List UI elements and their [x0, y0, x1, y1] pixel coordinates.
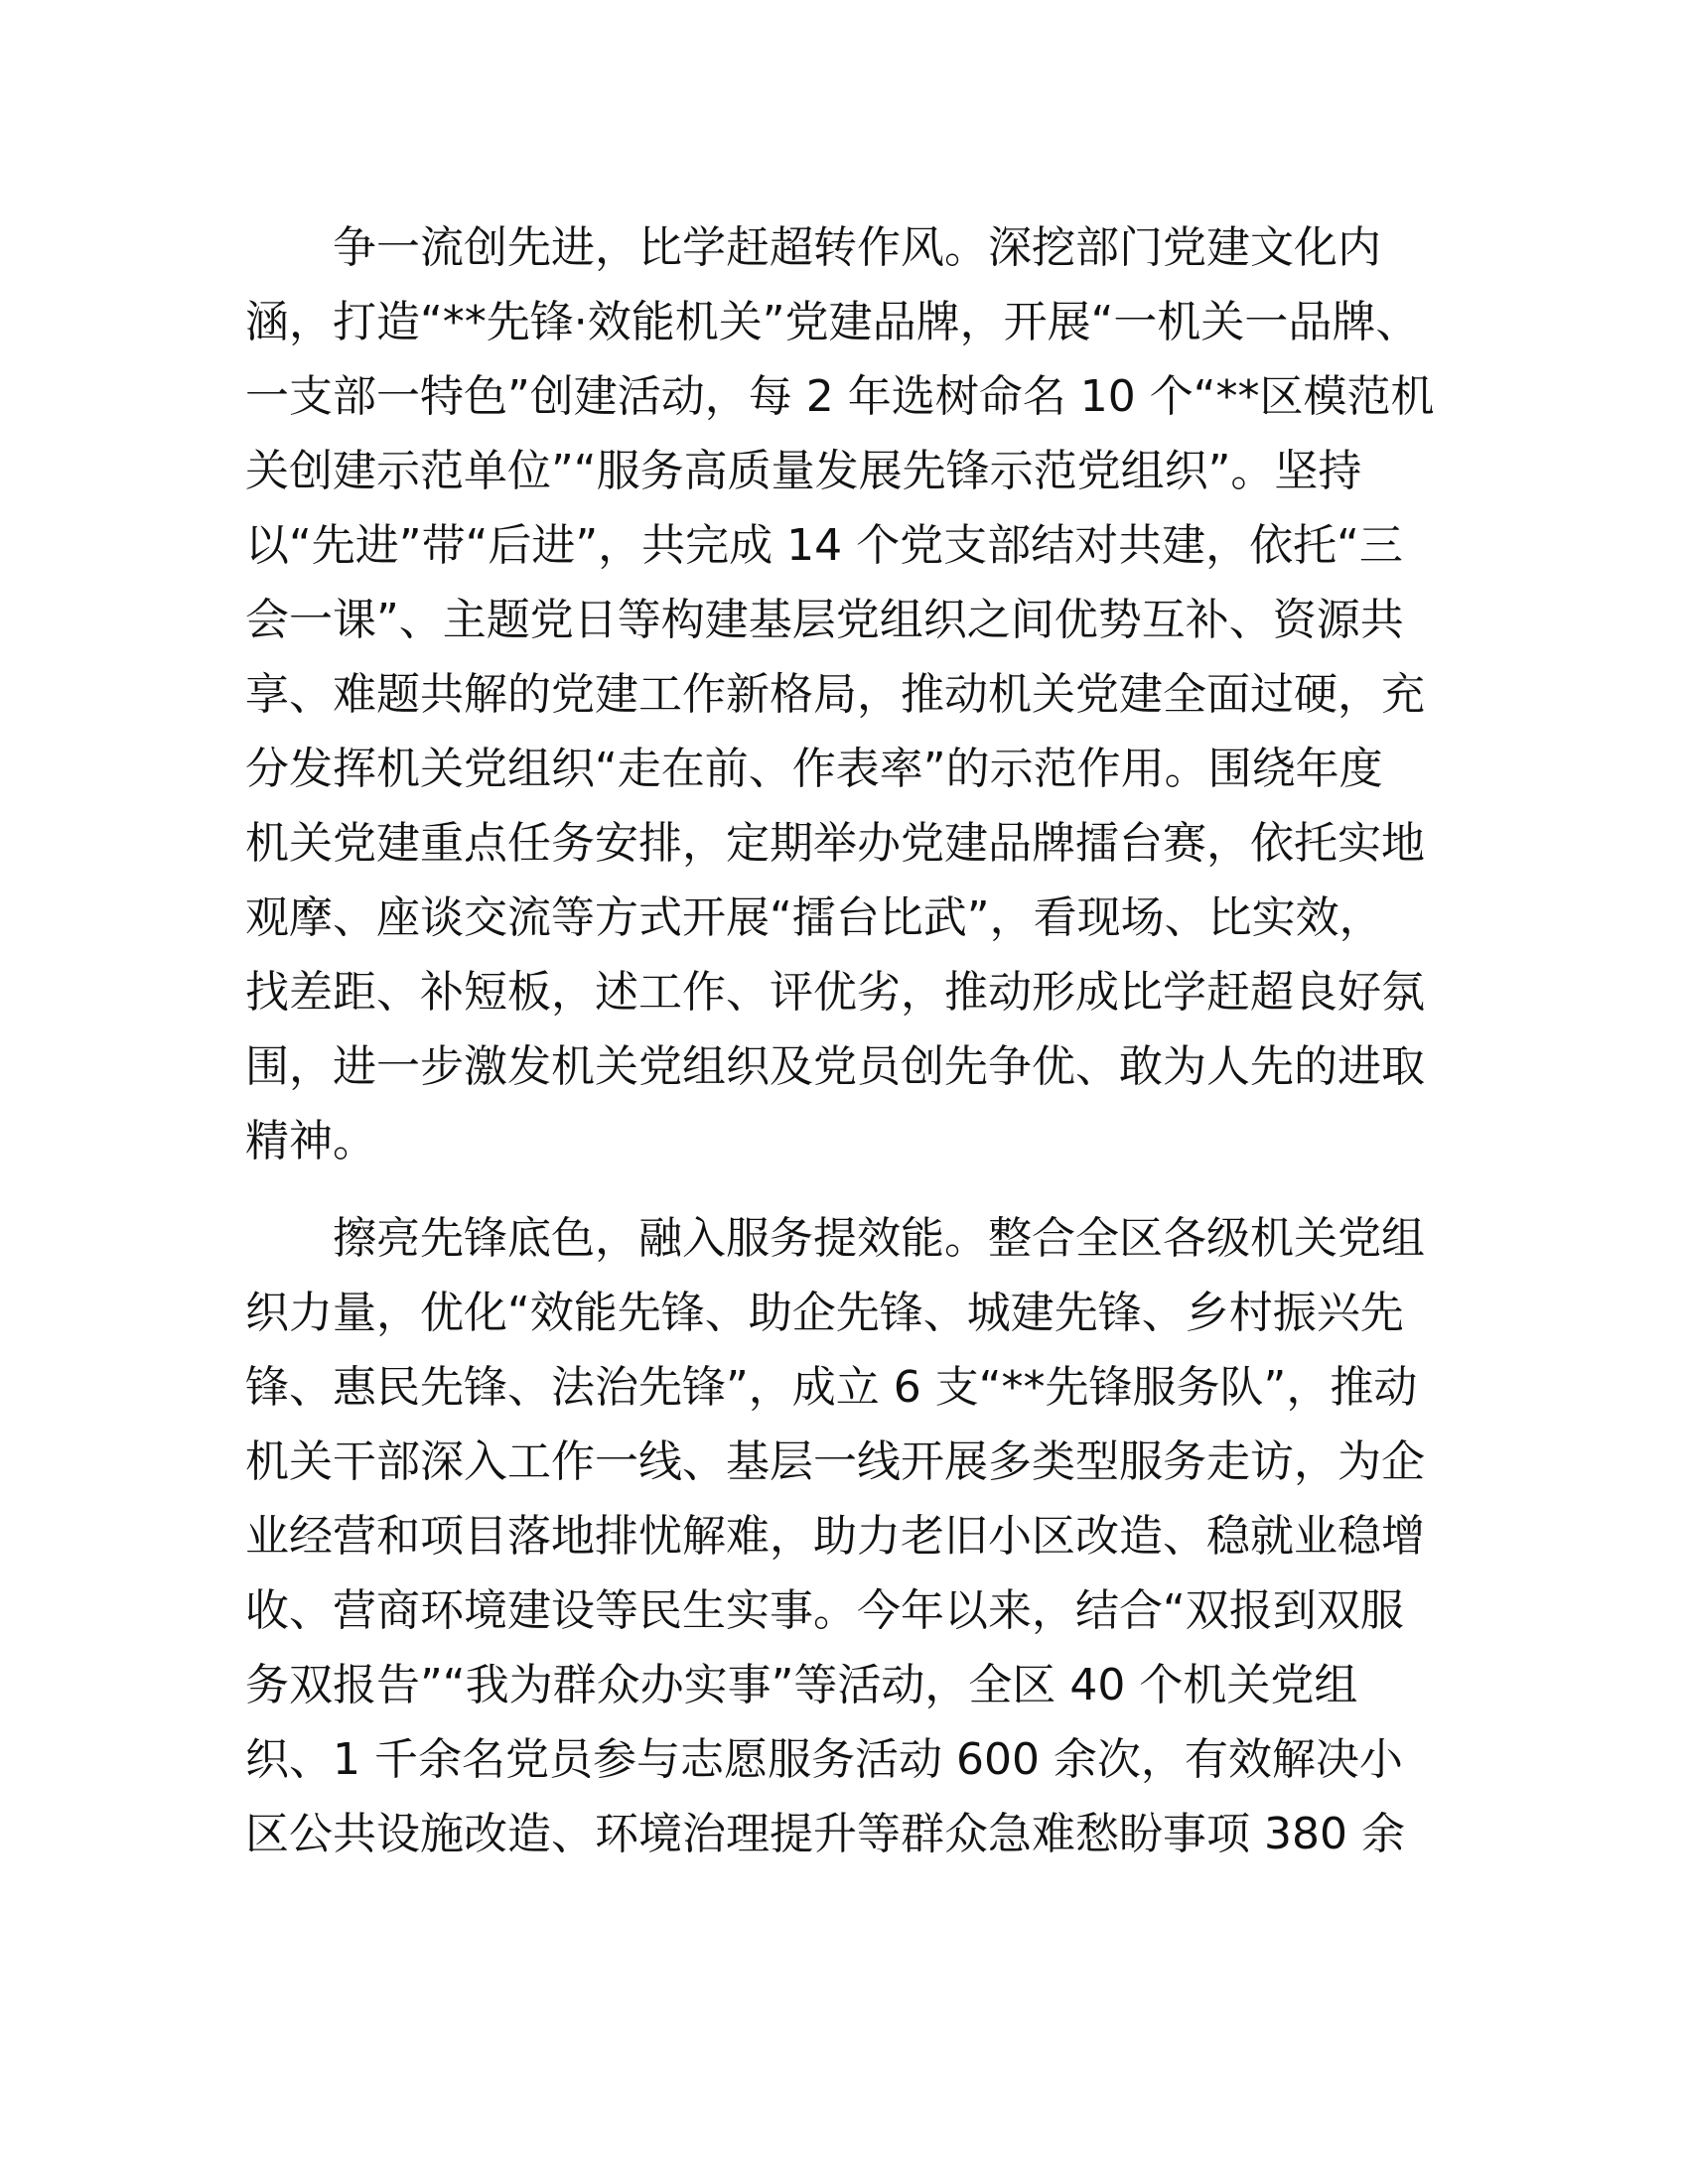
paragraph-2-line-7: 务双报告”“我为群众办实事”等活动，全区 40 个机关党组	[245, 1660, 1358, 1710]
paragraph-2-line-3: 锋、惠民先锋、法治先锋”，成立 6 支“**先锋服务队”，推动	[245, 1362, 1418, 1413]
paragraph-1-line-1: 争一流创先进，比学赶超转作风。深挖部门党建文化内	[333, 222, 1381, 273]
paragraph-2-line-6: 收、营商环境建设等民生实事。今年以来，结合“双报到双服	[245, 1585, 1404, 1636]
paragraph-1-line-8: 分发挥机关党组织“走在前、作表率”的示范作用。围绕年度	[245, 744, 1383, 794]
paragraph-2-line-8: 织、1 千余名党员参与志愿服务活动 600 余次，有效解决小	[245, 1734, 1403, 1785]
paragraph-1-line-3: 一支部一特色”创建活动，每 2 年选树命名 10 个“**区模范机	[245, 371, 1435, 422]
paragraph-1-line-9: 机关党建重点任务安排，定期举办党建品牌擂台赛，依托实地	[245, 818, 1425, 869]
paragraph-1-line-11: 找差距、补短板，述工作、评优劣，推动形成比学赶超良好氛	[245, 967, 1425, 1018]
paragraph-2-line-9: 区公共设施改造、环境治理提升等群众急难愁盼事项 380 余	[245, 1809, 1405, 1859]
paragraph-1-line-7: 享、难题共解的党建工作新格局，推动机关党建全面过硬，充	[245, 669, 1425, 720]
paragraph-1-line-6: 会一课”、主题党日等构建基层党组织之间优势互补、资源共	[245, 595, 1404, 645]
paragraph-2-line-4: 机关干部深入工作一线、基层一线开展多类型服务走访，为企	[245, 1436, 1425, 1487]
paragraph-1-line-5: 以“先进”带“后进”，共完成 14 个党支部结对共建，依托“三	[245, 520, 1403, 571]
paragraph-1-line-10: 观摩、座谈交流等方式开展“擂台比武”，看现场、比实效，	[245, 892, 1383, 943]
paragraph-1-line-4: 关创建示范单位”“服务高质量发展先锋示范党组织”。坚持	[245, 446, 1362, 496]
paragraph-1-line-12: 围，进一步激发机关党组织及党员创先争优、敢为人先的进取	[245, 1041, 1425, 1092]
paragraph-1-line-2: 涵，打造“**先锋·效能机关”党建品牌，开展“一机关一品牌、	[245, 297, 1420, 347]
paragraph-2-line-1: 擦亮先锋底色，融入服务提效能。整合全区各级机关党组	[333, 1213, 1425, 1264]
paragraph-2-line-2: 织力量，优化“效能先锋、助企先锋、城建先锋、乡村振兴先	[245, 1288, 1404, 1338]
paragraph-1-line-13: 精神。	[245, 1116, 376, 1166]
paragraph-2-line-5: 业经营和项目落地排忧解难，助力老旧小区改造、稳就业稳增	[245, 1511, 1425, 1562]
